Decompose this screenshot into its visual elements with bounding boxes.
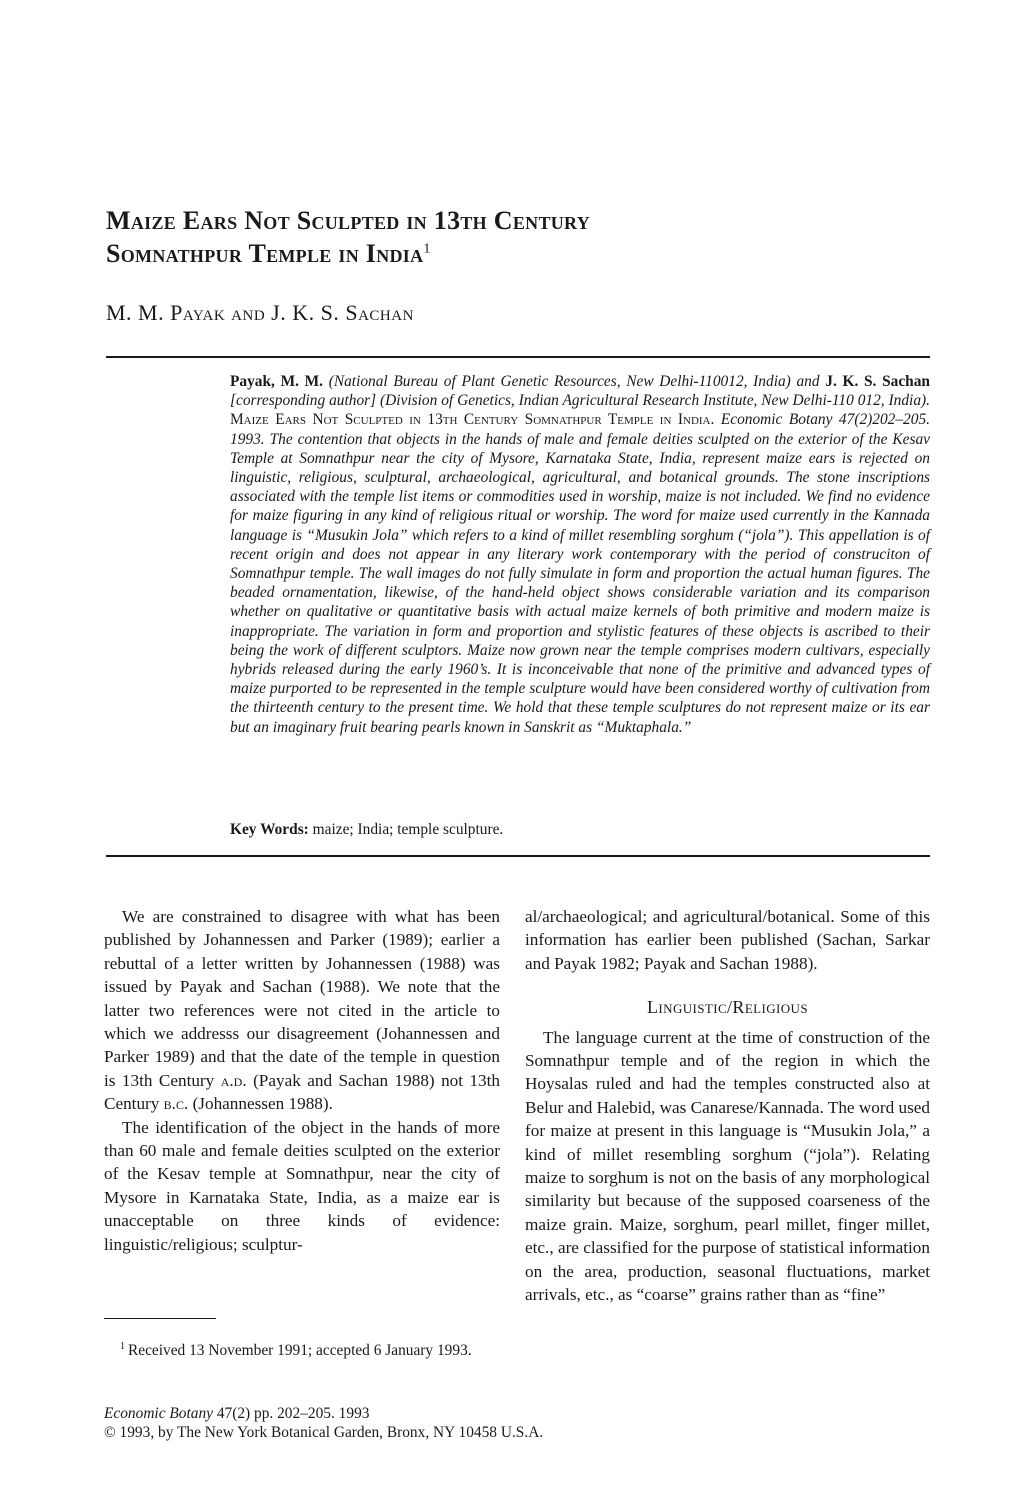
keywords-text: maize; India; temple sculpture.	[312, 821, 504, 838]
abstract-body: The contention that objects in the hands of male and female deities sculpted on the exterior of the Kesav Temple at Somnathpur near the city of Mysore, Karnataka State, India, represent maize ears is rejected on linguistic, religious, sculptural, archaeological, agricultural, and botanical grounds. The stone inscriptions associated with the temple list items or commodities used in worship, maize is not included. We find no evidence for maize figuring in any kind of religious ritual or worship. The word for maize used currently in the Kannada language is “Musukin Jola” which refers to a kind of millet resembling sorghum (“jola”). This appellation is of recent origin and does not appear in any literary work contemporary with the period of construciton of Somnathpur temple. The wall images do not fully simulate in form and proportion the actual human figures. The beaded ornamentation, likewise, of the hand-held object shows considerable variation and its comparison whether on qualitative or quantitative basis with actual maize kernels of both primitive and modern maize is inappropriate. The variation in form and proportion and stylistic features of these objects is ascribed to their being the work of different sculptors. Maize now grown near the temple comprises modern cultivars, especially hybrids released during the early 1960’s. It is inconceivable that none of the primitive and advanced types of maize purported to be represented in the temple sculpture would have been considered worthy of cultivation from the thirteenth century to the present time. We hold that these temple sculptures do not represent maize or its ear but an imaginary fruit bearing pearls known in Sanskrit as “Muktaphala.”	[230, 430, 930, 736]
abstract	[230, 372, 930, 737]
right-column	[525, 905, 930, 1307]
abstract-author2-affil: [corresponding author] (Division of Genetics, Indian Agricultural Research Institute, New Delhi-110 012, India).	[230, 392, 930, 410]
title-footnote-mark: 1	[423, 241, 431, 257]
author-line: M. M. Payak and J. K. S. Sachan	[106, 300, 414, 325]
abstract-author2-name: J. K. S. Sachan	[825, 373, 930, 390]
left-p1-text-a: We are constrained to disagree with what has been published by Johannessen and Parker (1989); earlier a rebuttal of a letter written by Johannessen (1988) was issued by Payak and Sachan (1988). We note that the latter two references were not cited in the article to which we addresss our disagreement (Johannessen and Parker 1989) and that the date of the temple in question is 13th Century	[104, 907, 500, 1090]
footer-journal: Economic Botany	[104, 1405, 213, 1422]
title-line-1: Maize Ears Not Sculpted in 13th Century	[106, 206, 591, 235]
section-heading: Linguistic/Religious	[647, 997, 808, 1018]
right-paragraph-1: al/archaeological; and agricultural/botanical. Some of this information has earlier been published (Sachan, Sarkar and Payak 1982; Payak and Sachan 1988).	[525, 907, 930, 973]
page-footer	[104, 1404, 804, 1443]
title-line-2-text: Somnathpur Temple in India	[106, 239, 424, 268]
abstract-author1-name: Payak, M. M.	[230, 373, 324, 390]
article-title	[106, 204, 866, 270]
footer-copyright: © 1993, by The New York Botanical Garden, Bronx, NY 10458 U.S.A.	[104, 1424, 544, 1442]
footnote	[104, 1337, 504, 1361]
abstract-paper-title: Maize Ears Not Sculpted in 13th Century Somnathpur Temple in India.	[230, 411, 715, 429]
footnote-rule	[104, 1318, 216, 1319]
bottom-rule	[106, 855, 930, 857]
left-p1-text-b: (Payak and Sachan 1988) not 13th Century	[104, 1070, 501, 1114]
top-rule	[106, 356, 930, 358]
left-paragraph-2: The identification of the object in the hands of more than 60 male and female deities sculpted on the exterior of the Kesav temple at Somnathpur, near the city of Mysore in Karnataka State, India, as a maize ear is unacceptable on three kinds of evidence: linguistic/religious; sculptur-	[104, 1117, 500, 1254]
right-paragraph-2: The language current at the time of construction of the Somnathpur temple and of the region in which the Hoysalas ruled and had the temples constructed also at Belur and Halebid, was Canarese/Kannada. The word used for maize at present in this language is “Musukin Jola,” a kind of millet resembling sorghum (“jola”). Relating maize to sorghum is not on the basis of any morphological similarity but because of the supposed coarseness of the maize grain. Maize, sorghum, pearl millet, finger millet, etc., are classified for the purpose of statistical information on the area, production, seasonal fluctuations, market arrivals, etc., as “coarse” grains rather than as “fine”	[525, 1027, 930, 1305]
keywords-label: Key Words:	[230, 821, 309, 838]
left-p1-ad: a.d.	[220, 1070, 247, 1090]
title-line-2	[106, 237, 866, 270]
footnote-text: Received 13 November 1991; accepted 6 January 1993.	[128, 1342, 472, 1360]
footer-citation	[104, 1404, 804, 1423]
left-paragraph-1	[104, 905, 500, 1116]
abstract-author1-affil: (National Bureau of Plant Genetic Resources, New Delhi-110012, India) and	[328, 373, 820, 390]
abstract-citation: Economic Botany 47(2)202–205. 1993.	[230, 411, 930, 448]
left-p1-text-c: (Johannessen 1988).	[192, 1094, 333, 1114]
left-p1-bc: b.c.	[163, 1094, 189, 1114]
footer-journal-ref: 47(2) pp. 202–205. 1993	[216, 1405, 370, 1422]
keywords	[230, 820, 930, 839]
footnote-mark: 1	[120, 1341, 125, 1352]
left-column	[104, 905, 500, 1256]
